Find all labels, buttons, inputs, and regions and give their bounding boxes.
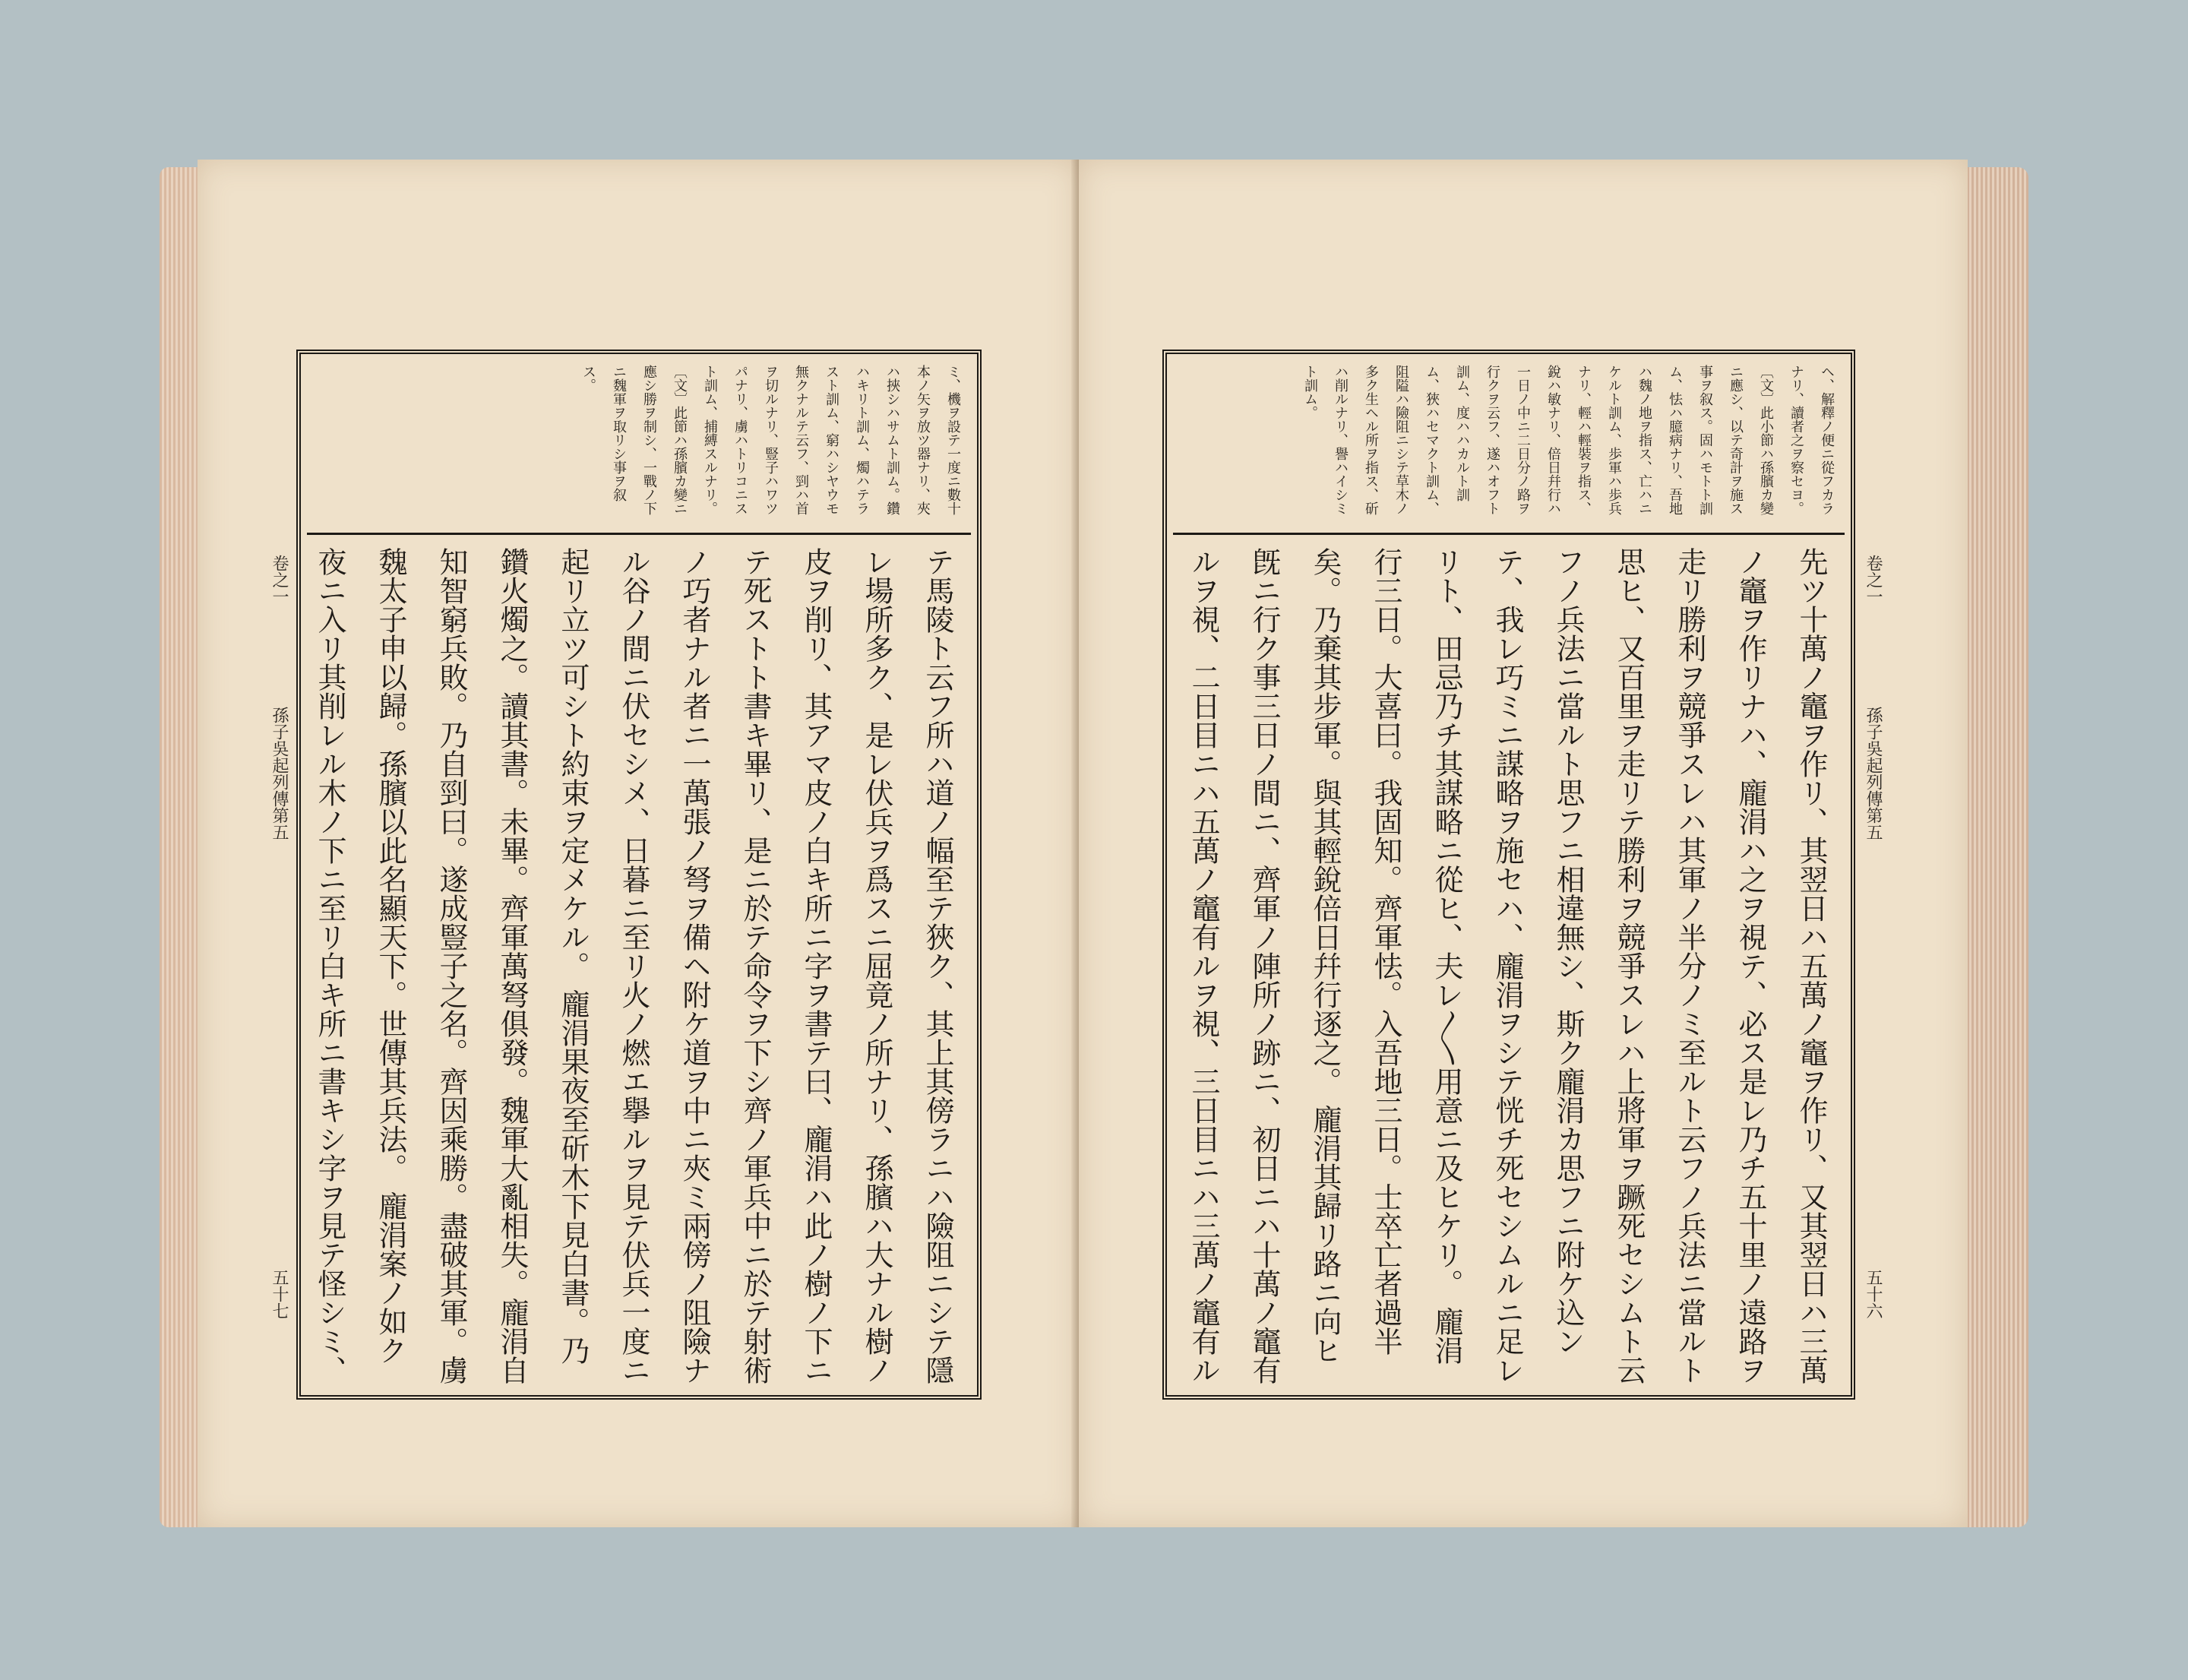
open-book — [160, 152, 2028, 1542]
right-text-frame — [1162, 350, 1855, 1400]
left-notes: ミ、機ヲ設テ一度ニ數十本ノ矢ヲ放ツ器ナリ、夾ハ挾シハサムト訓ム。鑽ハキリト訓ム、燭ハテラスト訓ム、窮ハシヤウモ無クナルテ云フ、剄ハ首ヲ切ルナリ、豎子ハワツパナリ、虜ハトリコニスト訓ム、捕縛スルナリ。〔文〕此節ハ孫臏カ變ニ應シ勝ヲ制シ、一戰ノ下ニ魏軍ヲ取リシ事ヲ叙ス。 — [307, 360, 971, 535]
page-edges-right — [1960, 167, 2028, 1527]
right-running-title: 孫子吳起列傳第五 — [1864, 707, 1883, 840]
right-page-number: 五十六 — [1864, 1269, 1883, 1319]
left-text-frame — [296, 350, 982, 1400]
left-page-number: 五十七 — [270, 1269, 289, 1319]
left-page — [198, 160, 1079, 1527]
left-main-text: テ馬陵ト云フ所ハ道ノ幅至テ狹ク、其上其傍ラニハ險阻ニシテ隱レ場所多ク、是レ伏兵ヲ爲スニ屈竟ノ所ナリ、孫臏ハ大ナル樹ノ皮ヲ削リ、其アマ皮ノ白キ所ニ字ヲ書テ曰、龐涓ハ此ノ樹ノ下ニテ死ストト書キ畢リ、是ニ於テ命令ヲ下シ齊ノ軍兵中ニ於テ射術ノ巧者ナル者ニ一萬張ノ弩ヲ備ヘ附ケ道ヲ中ニ夾ミ兩傍ノ阻險ナル谷ノ間ニ伏セシメ、日暮ニ至リ火ノ燃エ擧ルヲ見テ伏兵一度ニ起リ立ツ可シト約束ヲ定メケル。 龐涓果夜至斫木下見白書。乃鑽火燭之。讀其書。未畢。齊軍萬弩俱發。魏軍大亂相失。龐涓自知智窮兵敗。乃自剄曰。遂成豎子之名。齊因乘勝。盡破其軍。虜魏太子申以歸。孫臏以此名顯天下。世傳其兵法。 龐涓案ノ如ク夜ニ入リ其削レル木ノ下ニ至リ白キ所ニ書キシ字ヲ見テ怪シミ、 — [313, 547, 954, 1384]
right-notes: ヘ、解釋ノ便ニ從フカラナリ、讀者之ヲ察セヨ。〔文〕此小節ハ孫臏カ變ニ應シ、以テ奇計ヲ施ス事ヲ叙ス。固ハモトト訓ム、怯ハ臆病ナリ、吾地ハ魏ノ地ヲ指ス、亡ハニケルト訓ム、歩軍ハ歩兵ナリ、輕ハ輕裝ヲ指ス、銳ハ敏ナリ、倍日幷行ハ一日ノ中ニ二日分ノ路ヲ行クヲ云フ、遂ハオフト訓ム、度ハハカルト訓ム、狹ハセマクト訓ム、阻隘ハ險阻ニシテ草木ノ多ク生ヘル所ヲ指ス、斫ハ削ルナリ、譽ハイシミト訓ム。 — [1173, 360, 1845, 535]
right-page — [1079, 160, 1968, 1527]
right-main-text: 先ツ十萬ノ竈ヲ作リ、其翌日ハ五萬ノ竈ヲ作リ、又其翌日ハ三萬ノ竈ヲ作リナハ、龐涓ハ之ヲ視テ、必ス是レ乃チ五十里ノ遠路ヲ走リ勝利ヲ競爭スレハ其軍ノ半分ノミ至ルト云フノ兵法ニ當ルト思ヒ、又百里ヲ走リテ勝利ヲ競爭スレハ上將軍ヲ蹶死セシムト云フノ兵法ニ當ルト思フニ相違無シ、斯ク龐涓カ思フニ附ケ込ンテ、我レ巧ミニ謀略ヲ施セハ、龐涓ヲシテ恍チ死セシムルニ足レリト、田忌乃チ其謀略ニ從ヒ、夫レ〳〵用意ニ及ヒケリ。 龐涓行三日。大喜曰。我固知。齊軍怯。入吾地三日。士卒亡者過半矣。乃棄其步軍。與其輕銳倍日幷行逐之。 龐涓其歸リ路ニ向ヒ旣ニ行ク事三日ノ間ニ、齊軍ノ陣所ノ跡ニ、初日ニハ十萬ノ竈有ルヲ視、二日目ニハ五萬ノ竈有ルヲ視、三日目ニハ三萬ノ竈有ル — [1187, 547, 1828, 1384]
right-volume-label: 卷之一 — [1864, 555, 1883, 605]
left-running-title: 孫子吳起列傳第五 — [270, 707, 289, 840]
left-volume-label: 卷之一 — [270, 555, 289, 605]
